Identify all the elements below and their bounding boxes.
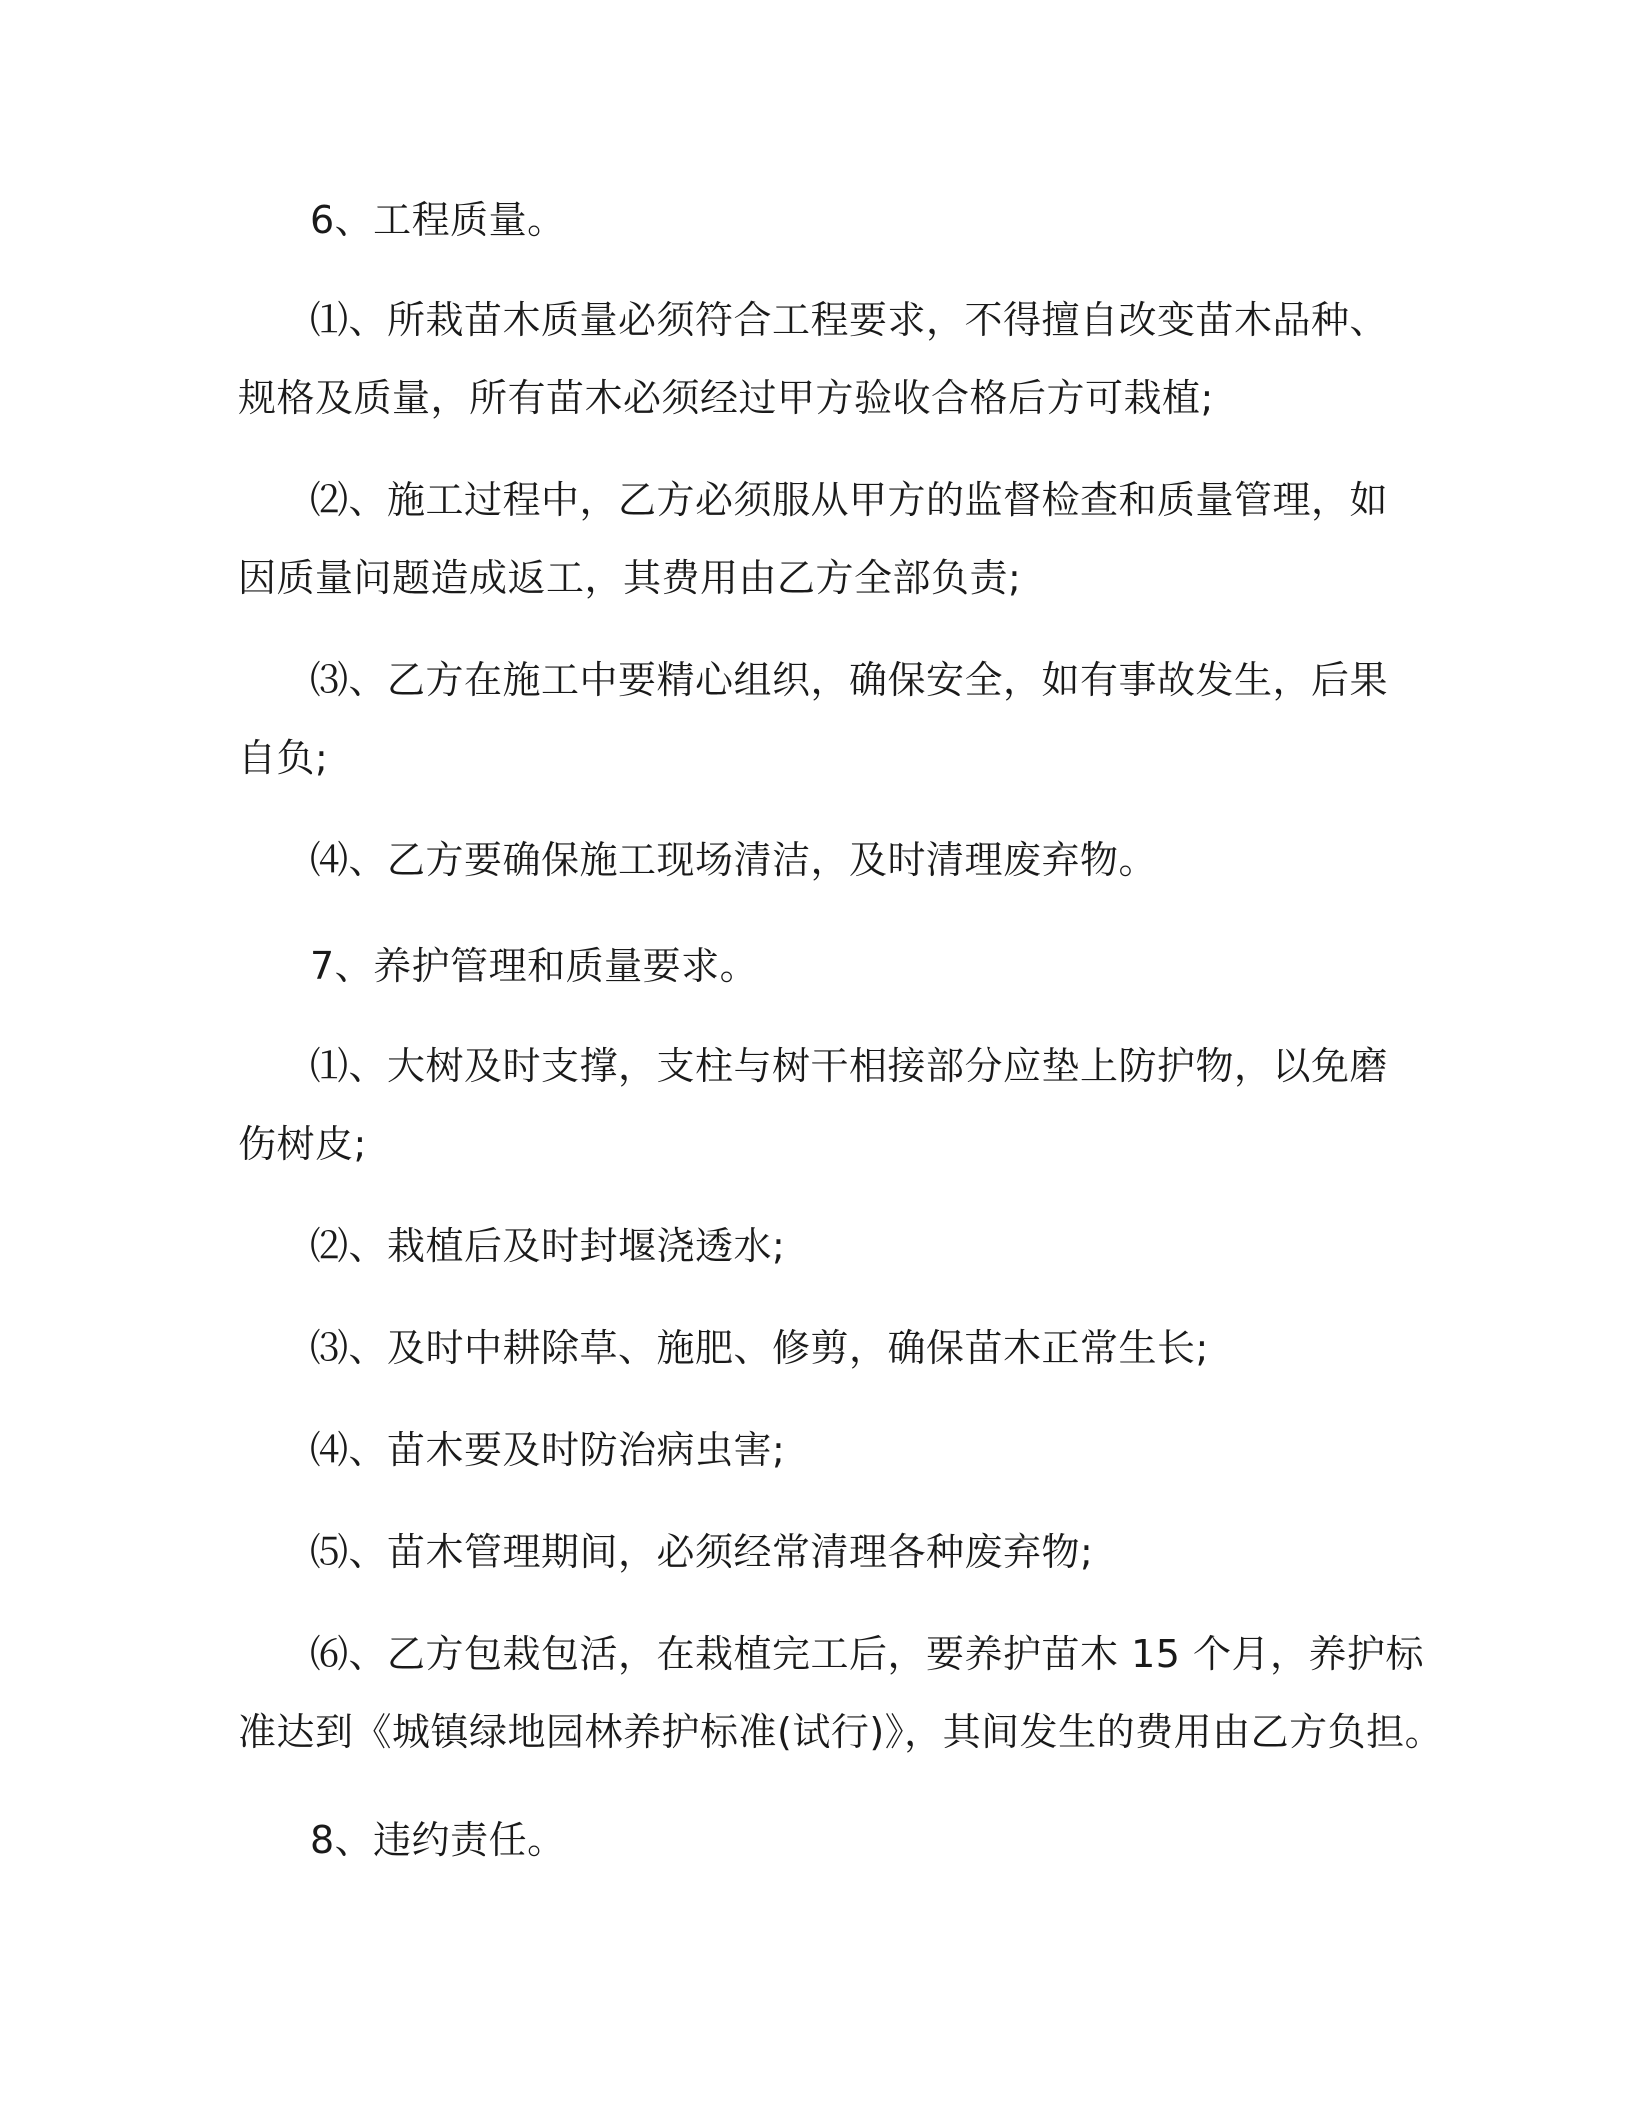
paragraph-line: ⑷、苗木要及时防治病虫害; [310, 1428, 786, 1472]
paragraph-line: ⑵、栽植后及时封堰浇透水; [310, 1224, 786, 1268]
paragraph-line: 自负; [238, 736, 329, 780]
paragraph-line: ⑴、所栽苗木质量必须符合工程要求，不得擅自改变苗木品种、 [310, 298, 1389, 342]
paragraph-line: ⑷、乙方要确保施工现场清洁，及时清理废弃物。 [310, 838, 1158, 882]
paragraph-line: 伤树皮; [238, 1122, 367, 1166]
paragraph-line: 规格及质量，所有苗木必须经过甲方验收合格后方可栽植; [238, 376, 1214, 420]
paragraph-line: ⑶、及时中耕除草、施肥、修剪，确保苗木正常生长; [310, 1326, 1209, 1370]
section-heading-8: 8、违约责任。 [310, 1818, 566, 1862]
paragraph-line: ⑹、乙方包栽包活，在栽植完工后，要养护苗木 15 个月，养护标 [310, 1632, 1425, 1676]
paragraph-line: ⑸、苗木管理期间，必须经常清理各种废弃物; [310, 1530, 1094, 1574]
section-heading-7: 7、养护管理和质量要求。 [310, 944, 759, 988]
paragraph-line: ⑴、大树及时支撑，支柱与树干相接部分应垫上防护物，以免磨 [310, 1044, 1389, 1088]
paragraph-line: 准达到《城镇绿地园林养护标准(试行)》，其间发生的费用由乙方负担。 [238, 1710, 1444, 1754]
paragraph-line: ⑵、施工过程中，乙方必须服从甲方的监督检查和质量管理，如 [310, 478, 1389, 522]
paragraph-line: ⑶、乙方在施工中要精心组织，确保安全，如有事故发生，后果 [310, 658, 1389, 702]
section-heading-6: 6、工程质量。 [310, 198, 566, 242]
paragraph-line: 因质量问题造成返工，其费用由乙方全部负责; [238, 556, 1022, 600]
